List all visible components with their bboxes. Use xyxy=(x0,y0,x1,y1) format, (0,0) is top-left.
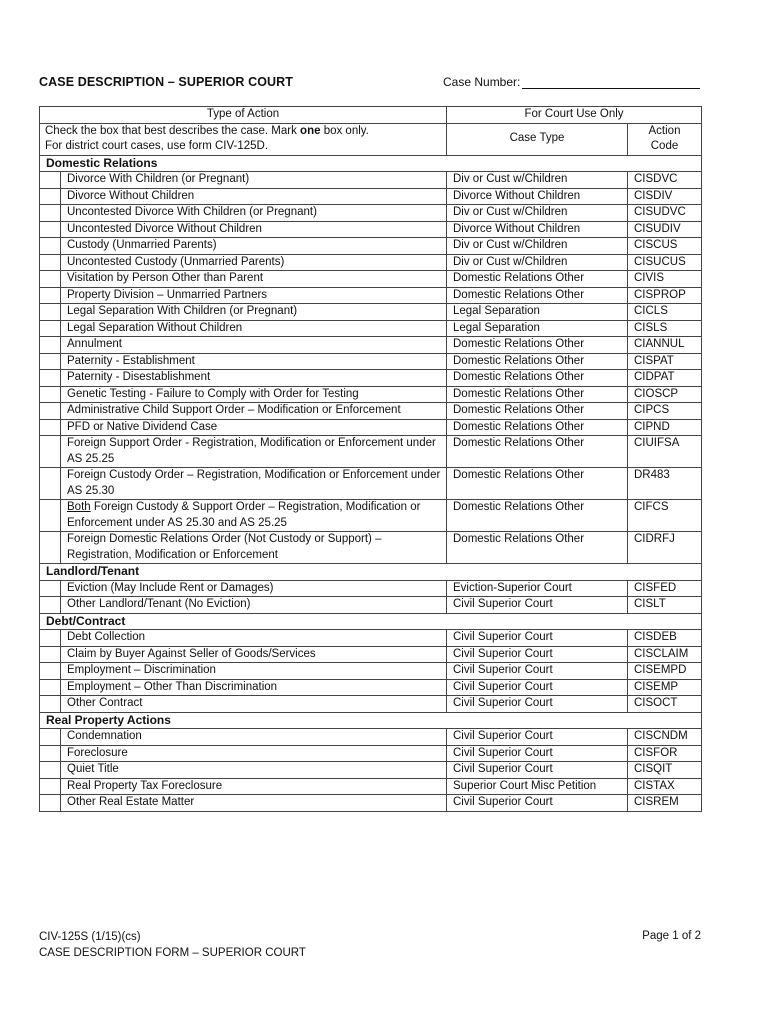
action-code-label: Action Code xyxy=(648,124,681,152)
action-code: CISDIV xyxy=(628,188,702,205)
action-code: CISLS xyxy=(628,320,702,337)
case-type: Civil Superior Court xyxy=(447,646,628,663)
case-number-field[interactable] xyxy=(443,75,700,89)
action-text: Uncontested Divorce Without Children xyxy=(67,222,262,235)
action-code: CIDRFJ xyxy=(628,532,702,564)
case-checkbox[interactable] xyxy=(40,337,61,354)
case-checkbox[interactable] xyxy=(40,287,61,304)
case-type: Domestic Relations Other xyxy=(447,386,628,403)
action-code: CISDEB xyxy=(628,630,702,647)
case-type: Domestic Relations Other xyxy=(447,271,628,288)
case-checkbox[interactable] xyxy=(40,500,61,532)
action-code: CIOSCP xyxy=(628,386,702,403)
case-checkbox[interactable] xyxy=(40,729,61,746)
case-checkbox[interactable] xyxy=(40,386,61,403)
action-text: Property Division – Unmarried Partners xyxy=(67,288,268,301)
action-code: CISEMPD xyxy=(628,663,702,680)
action-description xyxy=(61,386,447,403)
section-title: Real Property Actions xyxy=(40,712,702,729)
table-row xyxy=(40,304,702,321)
section-header-row xyxy=(40,564,702,581)
action-text: Foreign Custody Order – Registration, Modification or Enforcement under AS 25.30 xyxy=(67,469,441,497)
case-type: Div or Cust w/Children xyxy=(447,205,628,222)
case-checkbox[interactable] xyxy=(40,353,61,370)
case-type-table xyxy=(39,106,702,812)
action-code: CIPND xyxy=(628,419,702,436)
case-checkbox[interactable] xyxy=(40,532,61,564)
case-checkbox[interactable] xyxy=(40,646,61,663)
type-of-action-header: Type of Action xyxy=(40,107,447,124)
table-row xyxy=(40,729,702,746)
case-type-header: Case Type xyxy=(447,123,628,155)
action-code: CIPCS xyxy=(628,403,702,420)
action-code: CISEMP xyxy=(628,679,702,696)
action-code: CISPROP xyxy=(628,287,702,304)
action-description xyxy=(61,370,447,387)
case-checkbox[interactable] xyxy=(40,630,61,647)
case-type: Civil Superior Court xyxy=(447,630,628,647)
action-text: Other Landlord/Tenant (No Eviction) xyxy=(67,598,251,610)
table-row xyxy=(40,287,702,304)
action-description xyxy=(61,353,447,370)
case-checkbox[interactable] xyxy=(40,663,61,680)
action-description xyxy=(61,419,447,436)
case-checkbox[interactable] xyxy=(40,597,61,614)
action-text: Employment – Other Than Discrimination xyxy=(67,680,278,693)
case-checkbox[interactable] xyxy=(40,221,61,238)
case-type: Div or Cust w/Children xyxy=(447,172,628,189)
action-text: Uncontested Divorce With Children (or Pregnant) xyxy=(67,206,317,218)
case-type: Civil Superior Court xyxy=(447,597,628,614)
case-checkbox[interactable] xyxy=(40,580,61,597)
action-text: Custody (Unmarried Parents) xyxy=(67,239,217,251)
case-checkbox[interactable] xyxy=(40,370,61,387)
action-code: CISPAT xyxy=(628,353,702,370)
table-row xyxy=(40,337,702,354)
action-description xyxy=(61,436,447,468)
case-type: Superior Court Misc Petition xyxy=(447,778,628,795)
case-checkbox[interactable] xyxy=(40,795,61,812)
case-checkbox[interactable] xyxy=(40,403,61,420)
action-description xyxy=(61,271,447,288)
action-text: Genetic Testing - Failure to Comply with Order for Testing xyxy=(67,387,359,400)
case-checkbox[interactable] xyxy=(40,745,61,762)
action-code: CISCNDM xyxy=(628,729,702,746)
table-row xyxy=(40,795,702,812)
action-code-header xyxy=(628,123,702,155)
action-description xyxy=(61,468,447,500)
action-code: CIUIFSA xyxy=(628,436,702,468)
case-type: Legal Separation xyxy=(447,320,628,337)
action-code: CIFCS xyxy=(628,500,702,532)
action-description xyxy=(61,580,447,597)
action-description xyxy=(61,679,447,696)
case-checkbox[interactable] xyxy=(40,172,61,189)
action-description xyxy=(61,745,447,762)
action-text: Legal Separation With Children (or Pregnant) xyxy=(67,305,298,317)
section-title: Domestic Relations xyxy=(40,155,702,172)
table-row xyxy=(40,663,702,680)
action-text: Divorce Without Children xyxy=(67,189,195,202)
action-description xyxy=(61,172,447,189)
case-checkbox[interactable] xyxy=(40,188,61,205)
action-code: CISFED xyxy=(628,580,702,597)
table-row xyxy=(40,580,702,597)
action-description xyxy=(61,646,447,663)
case-type: Domestic Relations Other xyxy=(447,370,628,387)
action-code: CIVIS xyxy=(628,271,702,288)
action-code: CISTAX xyxy=(628,778,702,795)
case-checkbox[interactable] xyxy=(40,419,61,436)
case-type: Civil Superior Court xyxy=(447,795,628,812)
action-text: Foreign Support Order - Registration, Modification or Enforcement under AS 25.25 xyxy=(67,437,436,465)
action-description xyxy=(61,597,447,614)
action-description xyxy=(61,795,447,812)
action-text: Visitation by Person Other than Parent xyxy=(67,272,264,284)
table-row xyxy=(40,353,702,370)
table-row xyxy=(40,238,702,255)
case-type: Civil Superior Court xyxy=(447,679,628,696)
instructions xyxy=(40,123,447,155)
action-description xyxy=(61,188,447,205)
action-description xyxy=(61,320,447,337)
table-body xyxy=(40,155,702,811)
table-row xyxy=(40,436,702,468)
action-description xyxy=(61,287,447,304)
action-description xyxy=(61,762,447,779)
table-row xyxy=(40,500,702,532)
section-header-row xyxy=(40,613,702,630)
action-text: Claim by Buyer Against Seller of Goods/Services xyxy=(67,647,316,660)
instruction-bold: one xyxy=(300,124,321,137)
action-code: CIANNUL xyxy=(628,337,702,354)
instruction-text-1: Check the box that best describes the case. Mark xyxy=(45,124,301,137)
action-emphasis: Both xyxy=(67,501,91,513)
case-type: Civil Superior Court xyxy=(447,729,628,746)
action-text: Other Real Estate Matter xyxy=(67,796,195,808)
case-checkbox[interactable] xyxy=(40,679,61,696)
table-row xyxy=(40,205,702,222)
table-row xyxy=(40,403,702,420)
action-description xyxy=(61,304,447,321)
case-type: Div or Cust w/Children xyxy=(447,254,628,271)
action-description xyxy=(61,403,447,420)
action-text: Real Property Tax Foreclosure xyxy=(67,779,223,792)
action-description xyxy=(61,238,447,255)
case-checkbox[interactable] xyxy=(40,254,61,271)
action-code: CISUDIV xyxy=(628,221,702,238)
action-description xyxy=(61,630,447,647)
case-type: Domestic Relations Other xyxy=(447,532,628,564)
case-type: Domestic Relations Other xyxy=(447,403,628,420)
case-checkbox[interactable] xyxy=(40,436,61,468)
action-code: CISOCT xyxy=(628,696,702,713)
table-row xyxy=(40,221,702,238)
action-text: Condemnation xyxy=(67,730,142,742)
action-text: Administrative Child Support Order – Modification or Enforcement xyxy=(67,404,401,416)
action-code: CISQIT xyxy=(628,762,702,779)
table-row xyxy=(40,532,702,564)
action-text: Foreign Domestic Relations Order (Not Custody or Support) – Registration, Modification or Enforcement xyxy=(67,533,382,561)
action-text: Legal Separation Without Children xyxy=(67,321,243,334)
section-title: Debt/Contract xyxy=(40,613,702,630)
case-type: Domestic Relations Other xyxy=(447,468,628,500)
case-type: Divorce Without Children xyxy=(447,188,628,205)
table-row xyxy=(40,679,702,696)
case-checkbox[interactable] xyxy=(40,696,61,713)
table-row xyxy=(40,254,702,271)
table-row xyxy=(40,271,702,288)
case-checkbox[interactable] xyxy=(40,320,61,337)
action-description xyxy=(61,337,447,354)
case-number-label: Case Number: xyxy=(443,75,521,89)
table-row xyxy=(40,320,702,337)
action-code: CISLT xyxy=(628,597,702,614)
action-text: Debt Collection xyxy=(67,631,145,643)
action-description xyxy=(61,500,447,532)
case-number-input-line[interactable] xyxy=(522,76,700,89)
case-type: Domestic Relations Other xyxy=(447,419,628,436)
case-type: Civil Superior Court xyxy=(447,696,628,713)
case-type: Domestic Relations Other xyxy=(447,337,628,354)
action-description xyxy=(61,221,447,238)
case-type: Domestic Relations Other xyxy=(447,436,628,468)
action-code: CISFOR xyxy=(628,745,702,762)
action-code: CICLS xyxy=(628,304,702,321)
section-header-row xyxy=(40,712,702,729)
action-description xyxy=(61,532,447,564)
action-text: Other Contract xyxy=(67,697,143,709)
section-title: Landlord/Tenant xyxy=(40,564,702,581)
case-checkbox[interactable] xyxy=(40,205,61,222)
action-code: DR483 xyxy=(628,468,702,500)
page-number: Page 1 of 2 xyxy=(642,930,701,942)
footer-form-info xyxy=(39,930,306,961)
case-checkbox[interactable] xyxy=(40,304,61,321)
case-checkbox[interactable] xyxy=(40,271,61,288)
case-checkbox[interactable] xyxy=(40,238,61,255)
table-row xyxy=(40,646,702,663)
case-type: Civil Superior Court xyxy=(447,663,628,680)
table-row xyxy=(40,778,702,795)
action-code: CISCUS xyxy=(628,238,702,255)
action-description xyxy=(61,663,447,680)
action-description xyxy=(61,205,447,222)
action-description xyxy=(61,729,447,746)
action-text: Divorce With Children (or Pregnant) xyxy=(67,173,250,185)
table-row xyxy=(40,696,702,713)
case-type: Domestic Relations Other xyxy=(447,353,628,370)
case-type: Eviction-Superior Court xyxy=(447,580,628,597)
action-text: Employment – Discrimination xyxy=(67,664,216,676)
action-code: CISCLAIM xyxy=(628,646,702,663)
action-description xyxy=(61,254,447,271)
table-row xyxy=(40,188,702,205)
action-text: Foreign Custody & Support Order – Registration, Modification or Enforcement under AS 25.30 and AS 25.25 xyxy=(67,501,421,529)
action-description xyxy=(61,696,447,713)
table-row xyxy=(40,630,702,647)
table-row xyxy=(40,386,702,403)
case-type: Divorce Without Children xyxy=(447,221,628,238)
table-row xyxy=(40,419,702,436)
action-text: Paternity - Disestablishment xyxy=(67,371,211,383)
table-row xyxy=(40,370,702,387)
action-text: Foreclosure xyxy=(67,746,128,759)
case-type: Legal Separation xyxy=(447,304,628,321)
action-text: PFD or Native Dividend Case xyxy=(67,420,218,433)
action-text: Eviction (May Include Rent or Damages) xyxy=(67,581,274,594)
case-type: Civil Superior Court xyxy=(447,762,628,779)
case-type: Domestic Relations Other xyxy=(447,287,628,304)
instruction-text-3: For district court cases, use form CIV-125D. xyxy=(45,140,269,152)
table-row xyxy=(40,468,702,500)
court-use-only-header: For Court Use Only xyxy=(447,107,702,124)
action-code: CISREM xyxy=(628,795,702,812)
action-code: CIDPAT xyxy=(628,370,702,387)
table-row xyxy=(40,762,702,779)
case-checkbox[interactable] xyxy=(40,778,61,795)
form-name: CASE DESCRIPTION FORM – SUPERIOR COURT xyxy=(39,946,306,959)
case-type: Domestic Relations Other xyxy=(447,500,628,532)
case-checkbox[interactable] xyxy=(40,468,61,500)
action-text: Quiet Title xyxy=(67,763,119,775)
table-row xyxy=(40,597,702,614)
action-description xyxy=(61,778,447,795)
case-checkbox[interactable] xyxy=(40,762,61,779)
table-row xyxy=(40,172,702,189)
action-text: Annulment xyxy=(67,338,122,350)
page-title: CASE DESCRIPTION – SUPERIOR COURT xyxy=(39,75,294,89)
action-text: Uncontested Custody (Unmarried Parents) xyxy=(67,255,285,268)
case-type: Civil Superior Court xyxy=(447,745,628,762)
section-header-row xyxy=(40,155,702,172)
action-code: CISDVC xyxy=(628,172,702,189)
table-row xyxy=(40,745,702,762)
action-text: Paternity - Establishment xyxy=(67,354,195,367)
form-id: CIV-125S (1/15)(cs) xyxy=(39,931,141,943)
action-code: CISUCUS xyxy=(628,254,702,271)
action-code: CISUDVC xyxy=(628,205,702,222)
instruction-text-2: box only. xyxy=(320,124,369,137)
case-type: Div or Cust w/Children xyxy=(447,238,628,255)
